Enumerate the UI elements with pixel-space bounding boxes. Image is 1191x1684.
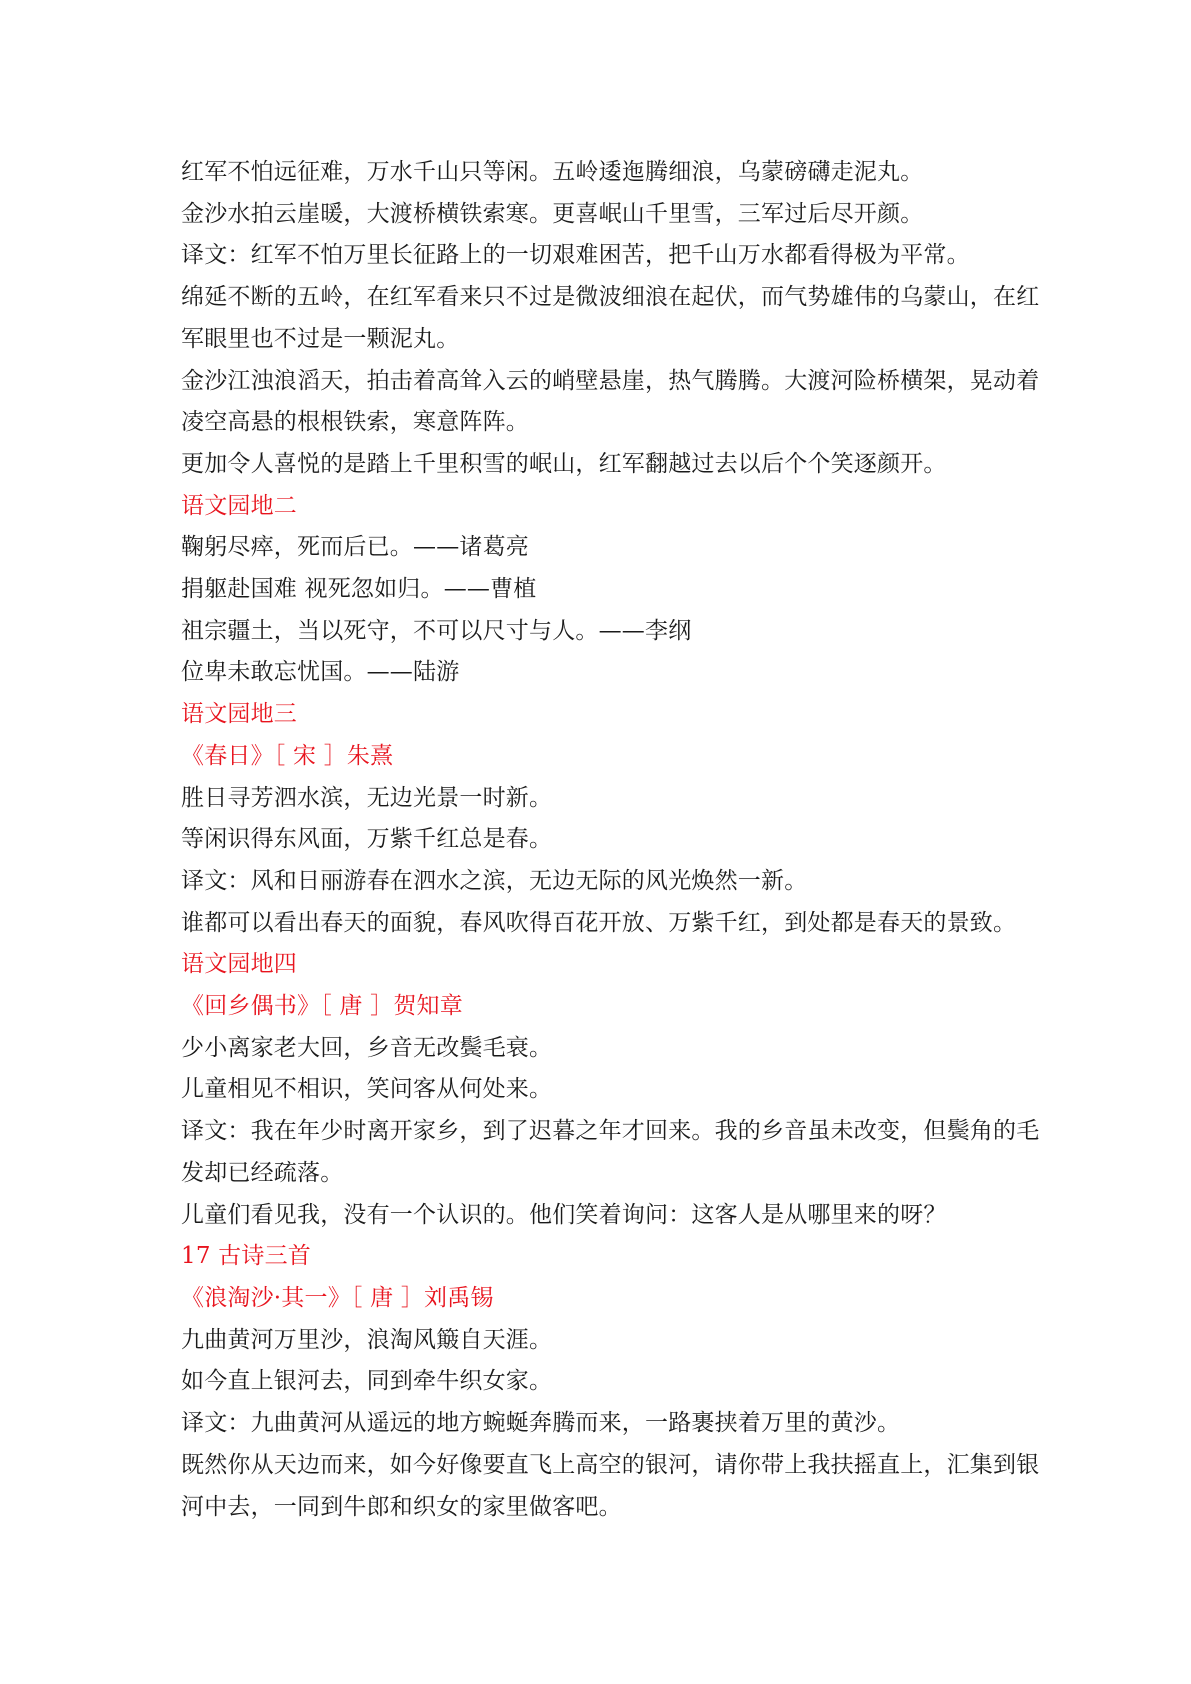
- text-line: 红军不怕远征难，万水千山只等闲。五岭逶迤腾细浪，乌蒙磅礴走泥丸。: [181, 159, 924, 185]
- section-heading: 《浪淘沙·其一》［ 唐 ］刘禹锡: [181, 1284, 494, 1311]
- text-line: 捐躯赴国难 视死忽如归。——曹植: [181, 576, 537, 603]
- document-body: [181, 152, 1081, 1528]
- text-line: 译文：红军不怕万里长征路上的一切艰难困苦，把千山万水都看得极为平常。: [181, 242, 970, 269]
- text-line: 更加令人喜悦的是踏上千里积雪的岷山，红军翻越过去以后个个笑逐颜开。: [181, 450, 947, 477]
- text-line: 译文：我在年少时离开家乡，到了迟暮之年才回来。我的乡音虽未改变，但鬓角的毛: [181, 1118, 1040, 1145]
- text-line: 金沙江浊浪滔天，拍击着高耸入云的峭壁悬崖，热气腾腾。大渡河险桥横架，晃动着: [181, 367, 1040, 394]
- text-line: 胜日寻芳泗水滨，无边光景一时新。: [181, 784, 553, 811]
- text-line: 金沙水拍云崖暖，大渡桥横铁索寒。更喜岷山千里雪，三军过后尽开颜。: [181, 200, 924, 227]
- text-line: 儿童相见不相识，笑问客从何处来。: [181, 1076, 553, 1103]
- text-line: 谁都可以看出春天的面貌，春风吹得百花开放、万紫千红，到处都是春天的景致。: [181, 909, 1017, 936]
- text-line: 九曲黄河万里沙，浪淘风簸自天涯。: [181, 1326, 553, 1353]
- text-line: 既然你从天边而来，如今好像要直飞上高空的银河，请你带上我扶摇直上，汇集到银: [181, 1451, 1040, 1478]
- section-heading: 17 古诗三首: [181, 1243, 311, 1270]
- text-line: 译文：风和日丽游春在泗水之滨，无边无际的风光焕然一新。: [181, 867, 808, 894]
- section-heading: 语文园地三: [181, 701, 297, 728]
- section-heading: 《春日》［ 宋 ］朱熹: [181, 742, 394, 769]
- text-line: 军眼里也不过是一颗泥丸。: [181, 325, 460, 352]
- text-line: 少小离家老大回，乡音无改鬓毛衰。: [181, 1034, 553, 1061]
- text-line: 发却已经疏落。: [181, 1159, 344, 1186]
- text-line: 凌空高悬的根根铁索，寒意阵阵。: [181, 409, 529, 436]
- section-heading: 语文园地二: [181, 492, 297, 519]
- text-line: 等闲识得东风面，万紫千红总是春。: [181, 826, 553, 853]
- text-line: 祖宗疆土，当以死守，不可以尺寸与人。——李纲: [181, 617, 692, 644]
- text-line: 位卑未敢忘忧国。——陆游: [181, 659, 460, 686]
- text-line: 儿童们看见我，没有一个认识的。他们笑着询问：这客人是从哪里来的呀？: [181, 1201, 947, 1228]
- text-line: 译文：九曲黄河从遥远的地方蜿蜒奔腾而来，一路裹挟着万里的黄沙。: [181, 1410, 901, 1437]
- text-line: 如今直上银河去，同到牵牛织女家。: [181, 1368, 553, 1395]
- text-line: 绵延不断的五岭，在红军看来只不过是微波细浪在起伏，而气势雄伟的乌蒙山，在红: [181, 284, 1040, 311]
- section-heading: 语文园地四: [181, 951, 297, 978]
- text-line: 河中去，一同到牛郎和织女的家里做客吧。: [181, 1493, 622, 1520]
- section-heading: 《回乡偶书》［ 唐 ］贺知章: [181, 993, 463, 1020]
- text-line: 鞠躬尽瘁，死而后已。——诸葛亮: [181, 534, 529, 561]
